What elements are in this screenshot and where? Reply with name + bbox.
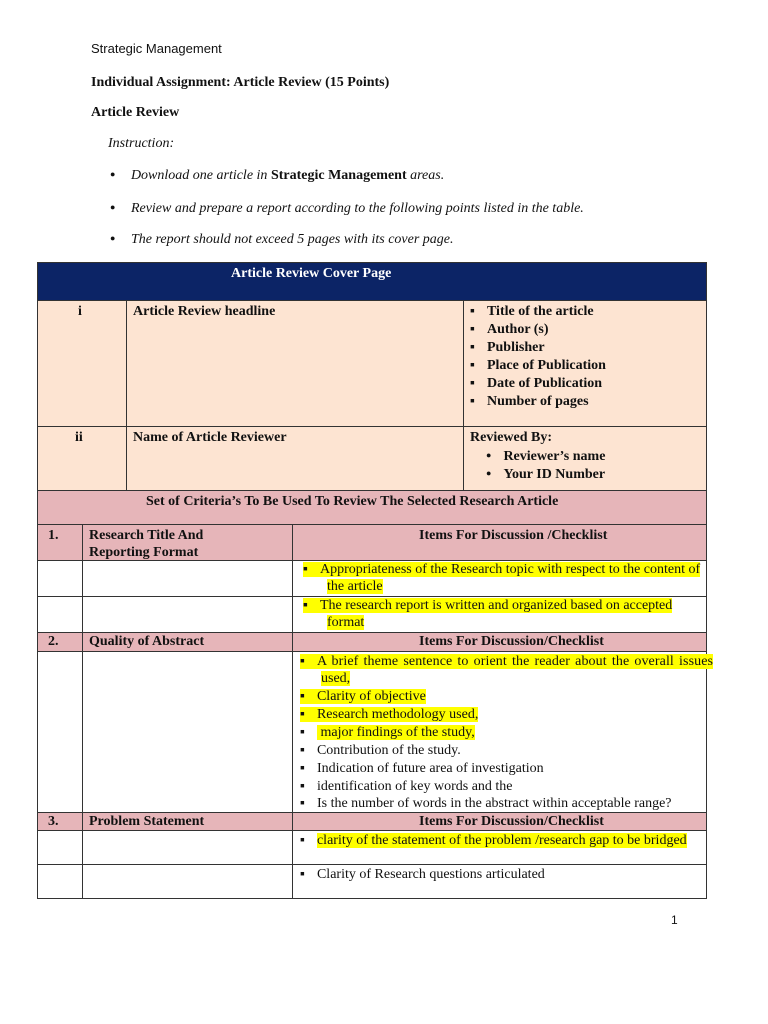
row-number: i bbox=[78, 304, 82, 319]
checklist-item-cell bbox=[293, 831, 707, 865]
empty-cell bbox=[83, 831, 293, 865]
square-bullet-icon bbox=[300, 707, 305, 722]
row-number-cell bbox=[38, 427, 127, 491]
reviewer-label-cell bbox=[127, 427, 464, 491]
checklist-item-cell bbox=[293, 652, 714, 813]
empty-cell bbox=[38, 652, 83, 813]
square-bullet-icon bbox=[470, 322, 475, 337]
checklist-header-cell bbox=[293, 525, 707, 561]
empty-cell bbox=[38, 561, 83, 597]
checklist-item: ▪ Clarity of objective bbox=[300, 688, 426, 705]
section-title-line: Research Title And bbox=[89, 528, 204, 543]
checklist-item: ▪ The research report is written and organized based on accepted bbox=[303, 597, 672, 614]
review-table bbox=[37, 262, 714, 899]
reviewer-items-cell bbox=[464, 427, 707, 491]
square-bullet-icon bbox=[300, 761, 305, 776]
checklist-item-cell bbox=[293, 865, 707, 899]
bullet-dot-icon: ● bbox=[486, 468, 492, 478]
empty-cell bbox=[38, 865, 83, 899]
bullet-dot-icon: ● bbox=[110, 233, 116, 243]
list-item: ▪ Publisher bbox=[470, 339, 545, 356]
square-bullet-icon bbox=[300, 796, 305, 811]
checklist-item-cell bbox=[293, 597, 707, 633]
section-number: 3. bbox=[48, 814, 59, 829]
course-header: Strategic Management bbox=[91, 41, 222, 56]
cover-heading: Article Review Cover Page bbox=[231, 266, 392, 281]
instruction-item: ● Review and prepare a report according to the following points listed in the table. bbox=[110, 201, 584, 216]
page-number: 1 bbox=[671, 913, 678, 927]
instruction-label: Instruction: bbox=[108, 136, 175, 151]
empty-cell bbox=[83, 865, 293, 899]
checklist-item: ▪ Research methodology used, bbox=[300, 706, 478, 723]
section-number: 2. bbox=[48, 634, 59, 649]
square-bullet-icon bbox=[300, 654, 305, 669]
empty-cell bbox=[38, 597, 83, 633]
square-bullet-icon bbox=[300, 689, 305, 704]
assignment-title: Individual Assignment: Article Review (15 Points) bbox=[91, 75, 390, 90]
checklist-header: Items For Discussion/Checklist bbox=[419, 814, 604, 829]
bullet-dot-icon: ● bbox=[110, 169, 116, 179]
section-title-line: Problem Statement bbox=[89, 814, 205, 829]
checklist-item: ▪ Clarity of Research questions articulated bbox=[300, 866, 545, 883]
list-item: ● Your ID Number bbox=[486, 467, 606, 482]
list-item: ● Reviewer’s name bbox=[486, 449, 606, 464]
section-number-cell bbox=[38, 633, 83, 652]
section-title-cell bbox=[83, 813, 293, 831]
checklist-item: ▪ A brief theme sentence to orient the reader about the overall issues bbox=[300, 653, 713, 670]
section-number-cell bbox=[38, 525, 83, 561]
checklist-item: ▪ clarity of the statement of the problem /research gap to be bridged bbox=[300, 832, 687, 849]
checklist-item: ▪ Appropriateness of the Research topic with respect to the content of bbox=[303, 561, 700, 578]
checklist-item: ▪ identification of key words and the bbox=[300, 778, 513, 795]
list-item: ▪ Number of pages bbox=[470, 393, 589, 410]
checklist-item: ▪ Contribution of the study. bbox=[300, 742, 461, 759]
square-bullet-icon bbox=[470, 340, 475, 355]
checklist-item: ▪ major findings of the study, bbox=[300, 724, 475, 741]
reviewer-label: Name of Article Reviewer bbox=[133, 430, 287, 445]
headline-label-cell bbox=[127, 301, 464, 427]
checklist-header-cell bbox=[293, 633, 707, 652]
headline-items-cell bbox=[464, 301, 707, 427]
checklist-item: ▪ Indication of future area of investigation bbox=[300, 760, 544, 777]
checklist-header: Items For Discussion /Checklist bbox=[419, 528, 608, 543]
section-title: Article Review bbox=[91, 105, 180, 120]
square-bullet-icon bbox=[300, 833, 305, 848]
empty-cell bbox=[83, 561, 293, 597]
checklist-header: Items For Discussion/Checklist bbox=[419, 634, 604, 649]
checklist-header-cell bbox=[293, 813, 707, 831]
section-title-cell bbox=[83, 525, 293, 561]
bullet-dot-icon: ● bbox=[110, 202, 116, 212]
list-item: ▪ Date of Publication bbox=[470, 375, 602, 392]
reviewed-by-label: Reviewed By: bbox=[470, 430, 553, 445]
instruction-item: ● The report should not exceed 5 pages with its cover page. bbox=[110, 232, 454, 247]
empty-cell bbox=[38, 831, 83, 865]
square-bullet-icon bbox=[300, 867, 305, 882]
bullet-dot-icon: ● bbox=[486, 450, 492, 460]
square-bullet-icon bbox=[470, 394, 475, 409]
square-bullet-icon bbox=[300, 725, 305, 740]
section-number: 1. bbox=[48, 528, 59, 543]
criteria-heading-cell bbox=[38, 491, 707, 525]
square-bullet-icon bbox=[470, 376, 475, 391]
square-bullet-icon bbox=[300, 743, 305, 758]
list-item: ▪ Title of the article bbox=[470, 303, 594, 320]
square-bullet-icon bbox=[470, 358, 475, 373]
section-title-line: Reporting Format bbox=[89, 545, 199, 560]
checklist-item: ▪ Is the number of words in the abstract within acceptable range? bbox=[300, 795, 672, 812]
headline-label: Article Review headline bbox=[133, 304, 276, 319]
instruction-item: ● Download one article in Strategic Management areas. bbox=[110, 168, 445, 183]
section-number-cell bbox=[38, 813, 83, 831]
square-bullet-icon bbox=[470, 304, 475, 319]
row-number: ii bbox=[75, 430, 83, 445]
checklist-item-cont: format bbox=[327, 615, 365, 630]
square-bullet-icon bbox=[300, 779, 305, 794]
checklist-item-cont: the article bbox=[327, 579, 383, 594]
square-bullet-icon bbox=[303, 562, 308, 577]
square-bullet-icon bbox=[303, 598, 308, 613]
empty-cell bbox=[83, 652, 293, 813]
section-title-cell bbox=[83, 633, 293, 652]
cover-heading-cell bbox=[38, 263, 707, 301]
empty-cell bbox=[83, 597, 293, 633]
checklist-item-cont: used, bbox=[321, 671, 351, 686]
section-title-line: Quality of Abstract bbox=[89, 634, 205, 649]
checklist-item-cell bbox=[293, 561, 707, 597]
list-item: ▪ Author (s) bbox=[470, 321, 549, 338]
row-number-cell bbox=[38, 301, 127, 427]
list-item: ▪ Place of Publication bbox=[470, 357, 606, 374]
criteria-heading: Set of Criteria’s To Be Used To Review The Selected Research Article bbox=[146, 494, 559, 509]
